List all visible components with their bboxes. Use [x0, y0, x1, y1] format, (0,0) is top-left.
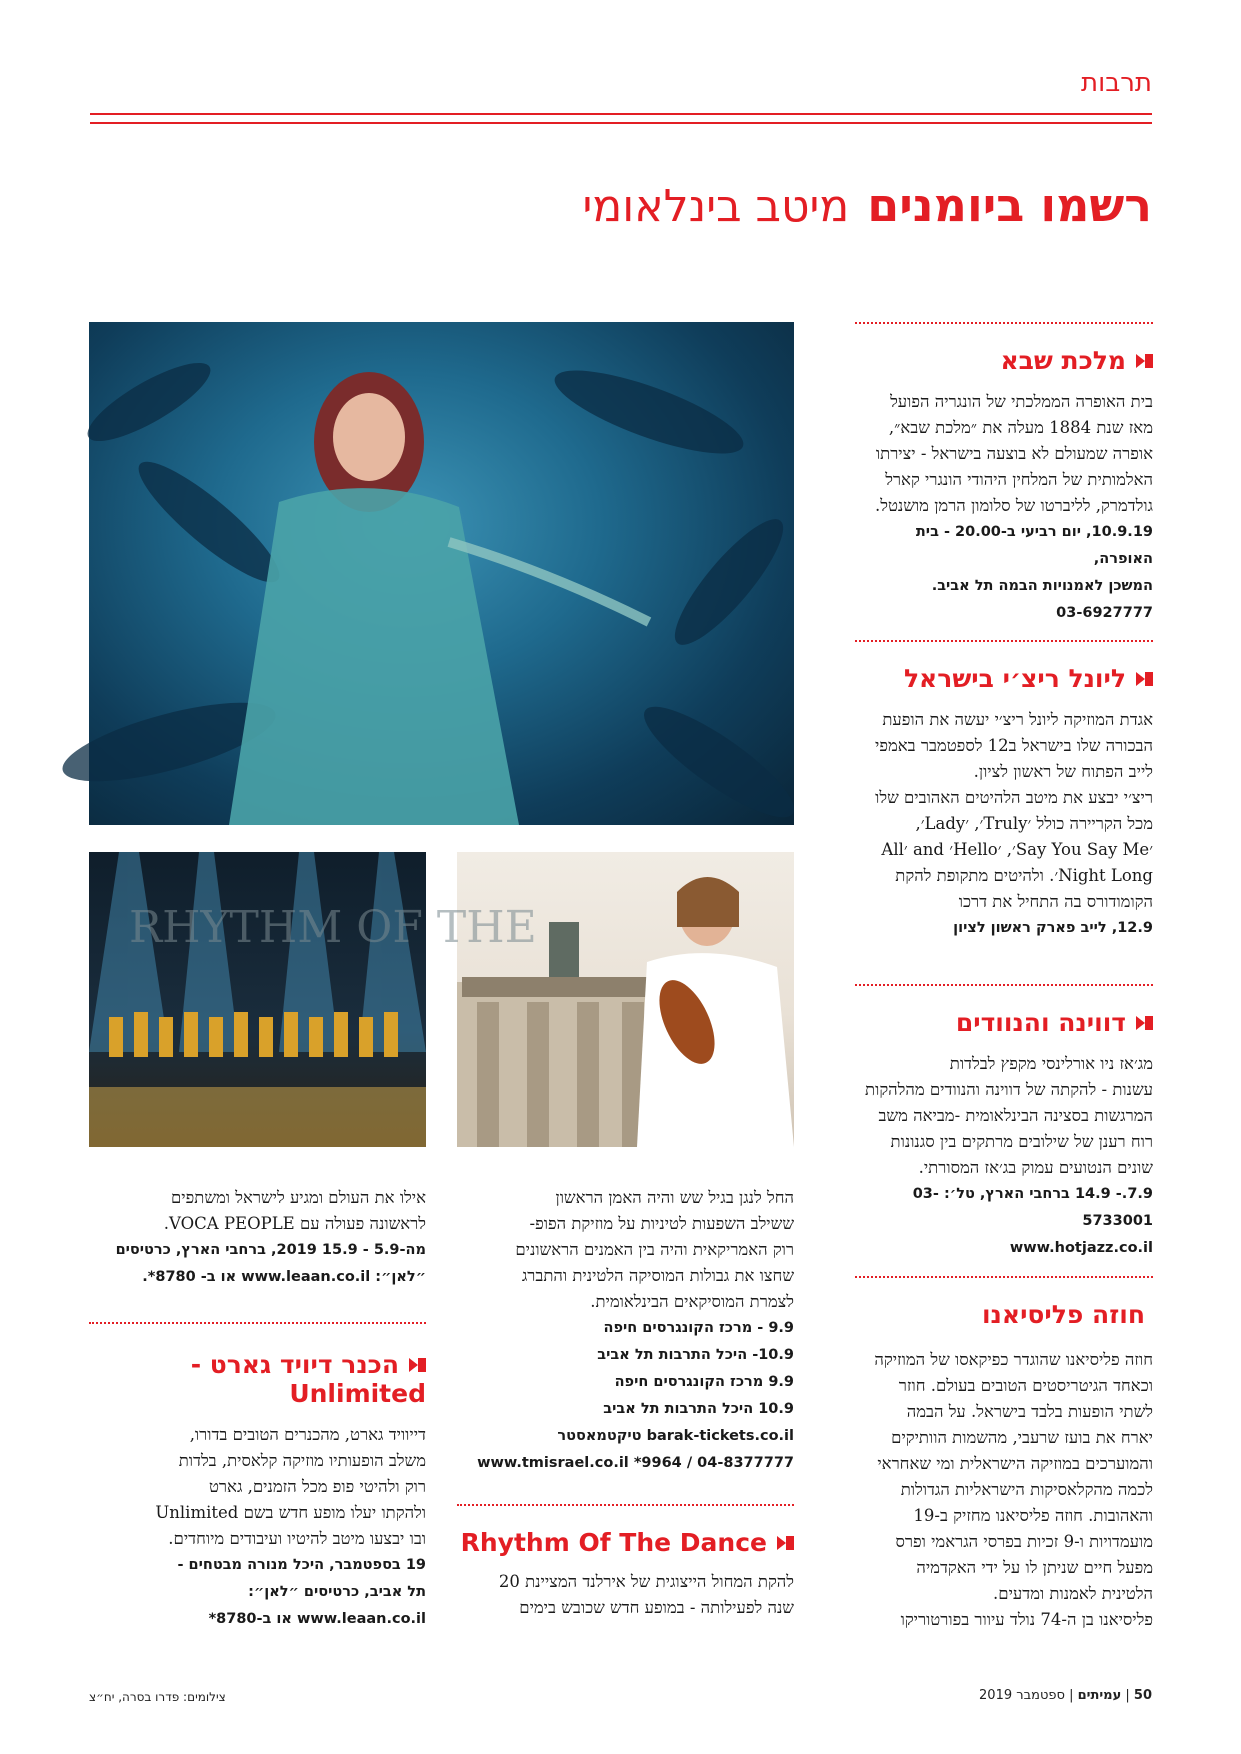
dotted-divider	[855, 640, 1153, 642]
article-title	[855, 664, 1153, 693]
arrow-icon	[1136, 672, 1153, 686]
body-line: אופרה שמעולם לא בוצעה בישראל - יצירתו	[875, 444, 1153, 463]
article-details	[855, 915, 1153, 942]
body-line: דייוויד גארט, מהכנרים הטובים בדורו,	[189, 1425, 426, 1444]
article-garrett	[89, 1322, 426, 1633]
page-number: 50	[1133, 1688, 1152, 1703]
ticket-link[interactable]: 04-8377777 / www.tmisrael.co.il *9964	[477, 1455, 794, 1471]
body-line: ולהקתו יעלו מופע חדש בשם Unlimited	[155, 1503, 426, 1522]
dress-shape	[229, 488, 519, 825]
body-line: שחצו את גבולות המוסיקה הלטינית והתברג	[521, 1266, 794, 1285]
body-line: פליסיאנו בן ה-74 נולד עיוור בפורטוריקו	[900, 1610, 1153, 1629]
article-details	[457, 1315, 794, 1477]
detail-line: 10.9- היכל התרבות תל אביב	[597, 1347, 794, 1363]
body-line: מג׳אז ניו אורלינסי מקפץ לבלדות	[949, 1054, 1153, 1073]
detail-line: מה-5.9 - 15.9 2019, ברחבי הארץ, כרטיסים	[115, 1242, 426, 1258]
body-line: Night Long׳. ולהיטים מתקופת להקת	[895, 866, 1153, 885]
body-line: הלטינית לאמנות ומדעים.	[993, 1584, 1153, 1603]
body-line: מועמדויות ו-9 זכיות בפרסי הגראמי ופרס	[895, 1532, 1153, 1551]
article-title	[855, 1008, 1153, 1037]
article-body	[89, 1185, 426, 1237]
body-line: והמוערכים במוזיקה הישראלית ומי שאחראי	[877, 1454, 1153, 1473]
headline-light: מיטב בינלאומי	[582, 181, 850, 232]
article-title-line2	[89, 1379, 426, 1408]
body-line: הבכורה שלו בישראל ב12 לספטמבר באמפי	[875, 736, 1153, 755]
article-rhythm	[457, 1504, 794, 1621]
dance-troupe-photo	[89, 852, 537, 1147]
photo-credits: צילומים: פדרו בסרה, יח״צ	[89, 1690, 226, 1704]
header-rule	[90, 113, 1152, 115]
article-body	[855, 1051, 1153, 1181]
body-line: לשתי הופעות בלבד בישראל. על הבמה	[906, 1402, 1153, 1421]
article-lionel	[855, 640, 1153, 942]
body-line: לכמה מהקלאסיקות הישראליות הגדולות	[900, 1480, 1153, 1499]
article-body	[855, 707, 1153, 915]
article-title	[89, 1350, 426, 1379]
title-text: הכנר דיויד גארט -	[190, 1350, 399, 1379]
section-label: תרבות	[1081, 68, 1152, 98]
violinist-scene	[457, 852, 794, 1147]
article-body	[855, 1347, 1153, 1633]
violinist-photo	[457, 852, 794, 1147]
body-line: ריצ׳י יבצע את מיטב הלהיטים האהובים שלו	[875, 788, 1153, 807]
body-line: לייב הפתוח של ראשון לציון.	[973, 762, 1153, 781]
article-sheba	[855, 322, 1153, 627]
face-shape	[333, 393, 405, 481]
dotted-divider	[89, 1322, 426, 1324]
article-title	[855, 346, 1153, 375]
body-line: החל לנגן בגיל שש והיה האמן הראשון	[555, 1188, 794, 1207]
body-line: בית האופרה הממלכתי של הונגריה הפועל	[890, 392, 1153, 411]
ticket-link[interactable]: ״לאן״: www.leaan.co.il או ב- 8780*.	[142, 1269, 426, 1285]
title-text: דווינה והנוודים	[955, 1008, 1126, 1037]
body-line: מאז שנת 1884 מעלה את ״מלכת שבא״,	[888, 418, 1153, 437]
title-text: Rhythm Of The Dance	[460, 1528, 767, 1557]
detail-line: 9.9 - מרכז הקונגרסים חיפה	[603, 1320, 794, 1336]
body-line: רוח רענן של שילובים מרתקים בין סגנונות	[890, 1132, 1153, 1151]
body-line: לראשונה פעולה עם VOCA PEOPLE.	[163, 1214, 426, 1233]
arrow-icon	[777, 1536, 794, 1550]
body-line: להקת המחול הייצוגית של אירלנד המציינת 20	[498, 1572, 794, 1591]
detail-line: המשכן לאמנויות הבמה תל אביב.	[931, 578, 1153, 594]
body-line: שנה לפעילותה - במופע חדש שכובש בימים	[519, 1598, 794, 1617]
body-line: האלמותית של המלחין היהודי הונגרי קארל	[885, 470, 1153, 489]
article-details	[855, 1181, 1153, 1262]
article-details	[89, 1552, 426, 1633]
issue-date: ספטמבר 2019	[979, 1688, 1065, 1703]
body-line: רוק האמריקאית והיה בין האמנים הראשונים	[515, 1240, 794, 1259]
article-body	[457, 1185, 794, 1315]
article-title	[457, 1528, 794, 1557]
body-line: עשנות - להקתה של דווינה והנוודים מהלהקות	[865, 1080, 1153, 1099]
magazine-name: עמיתים	[1077, 1688, 1122, 1703]
arrow-icon	[1136, 354, 1153, 368]
opera-singer-photo	[89, 322, 794, 825]
footer-folio: 50 | עמיתים | ספטמבר 2019	[979, 1688, 1152, 1703]
arrow-icon	[1136, 1016, 1153, 1030]
ticket-link[interactable]: www.leaan.co.il או ב-8780*	[208, 1611, 426, 1627]
dotted-divider	[855, 322, 1153, 324]
detail-line: 10.9 היכל התרבות תל אביב	[603, 1401, 794, 1417]
body-line: גולדמרק, לליברטו של סלומון הרמן מושנטל.	[874, 496, 1153, 515]
backdrop-text: RHYTHM OF THE	[129, 902, 537, 953]
article-title	[855, 1300, 1153, 1329]
article-feliciano	[855, 1276, 1153, 1633]
article-body	[855, 389, 1153, 519]
dotted-divider	[457, 1504, 794, 1506]
title-text: ליונל ריצ׳י בישראל	[903, 664, 1126, 693]
article-garrett-mid	[457, 1185, 794, 1477]
body-line: רוק ולהיטי פופ מכל הזמנים, גארט	[208, 1477, 426, 1496]
body-line: ששילב השפעות לטיניות על מוזיקת הפופ-	[529, 1214, 794, 1233]
ticket-link[interactable]: barak-tickets.co.il טיקטמאסטר	[557, 1428, 794, 1444]
detail-line: 10.9.19, יום רביעי ב-20.00 - בית האופרה,	[915, 524, 1153, 567]
title-text: Unlimited	[289, 1379, 426, 1408]
body-line: שונים הנטועים עמוק בג׳אז המסורתי.	[918, 1158, 1153, 1177]
article-dwayne	[855, 984, 1153, 1262]
article-voca	[89, 1185, 426, 1291]
website-link[interactable]: www.hotjazz.co.il	[1009, 1240, 1153, 1256]
body-line: יארח את בועז שרעבי, מהשמות הוותיקים	[891, 1428, 1153, 1447]
title-text: חוזה פליסיאנו	[981, 1300, 1145, 1329]
article-details	[89, 1237, 426, 1291]
article-body	[457, 1569, 794, 1621]
article-details	[855, 519, 1153, 627]
body-line: חוזה פליסיאנו שהוגדר כפיקאסו של המוזיקה	[874, 1350, 1153, 1369]
body-line: לצמרת המוסיקאים הבינלאומית.	[590, 1292, 794, 1311]
opera-scene	[89, 322, 794, 825]
body-line: אגדת המוזיקה ליונל ריצ׳י יעשה את הופעת	[882, 710, 1153, 729]
body-line: אילו את העולם ומגיע לישראל ומשתפים	[170, 1188, 426, 1207]
detail-line: 7.9.- 14.9 ברחבי הארץ, טל׳: 03-5733001	[912, 1186, 1153, 1229]
body-line: והאהובות. חוזה פליסיאנו מחזיק ב-19	[913, 1506, 1153, 1525]
phone-number: 03-6927777	[1056, 605, 1153, 621]
detail-line: 19 בספטמבר, היכל מנורה מבטחים -	[177, 1557, 426, 1573]
body-line: המרגשות בסצינה הבינלאומית -מביאה משב	[878, 1106, 1153, 1125]
body-line: הקומודורס בה התחיל את דרכו	[958, 892, 1153, 911]
headline-bold: רשמו ביומנים	[867, 178, 1152, 232]
page-headline	[583, 178, 1152, 232]
header-rule	[90, 122, 1152, 124]
detail-line: 9.9 מרכז הקונגרסים חיפה	[614, 1374, 794, 1390]
arrow-icon	[409, 1358, 426, 1372]
body-line: מפעל חיים שניתן לו על ידי האקדמיה	[916, 1558, 1153, 1577]
article-body	[89, 1422, 426, 1552]
body-line: ׳Say You Say Me׳, ׳Hello׳ and ׳All	[881, 840, 1153, 859]
dotted-divider	[855, 984, 1153, 986]
body-line: משלב הופעותיו מוזיקה קלאסית, בלדות	[178, 1451, 426, 1470]
body-line: וכאחד הגיטריסטים הטובים בעולם. חוזר	[898, 1376, 1153, 1395]
title-text: מלכת שבא	[1000, 346, 1126, 375]
detail-line: תל אביב, כרטיסים ״לאן״:	[248, 1584, 426, 1600]
body-line: מכל הקריירה כולל ׳Truly׳, ׳Lady׳,	[915, 814, 1153, 833]
body-line: ובו יבצעו מיטב להיטיו ועיבודים מיוחדים.	[168, 1529, 426, 1548]
detail-line: 12.9, לייב פארק ראשון לציון	[953, 920, 1153, 936]
dance-scene	[89, 852, 537, 1147]
dotted-divider	[855, 1276, 1153, 1278]
